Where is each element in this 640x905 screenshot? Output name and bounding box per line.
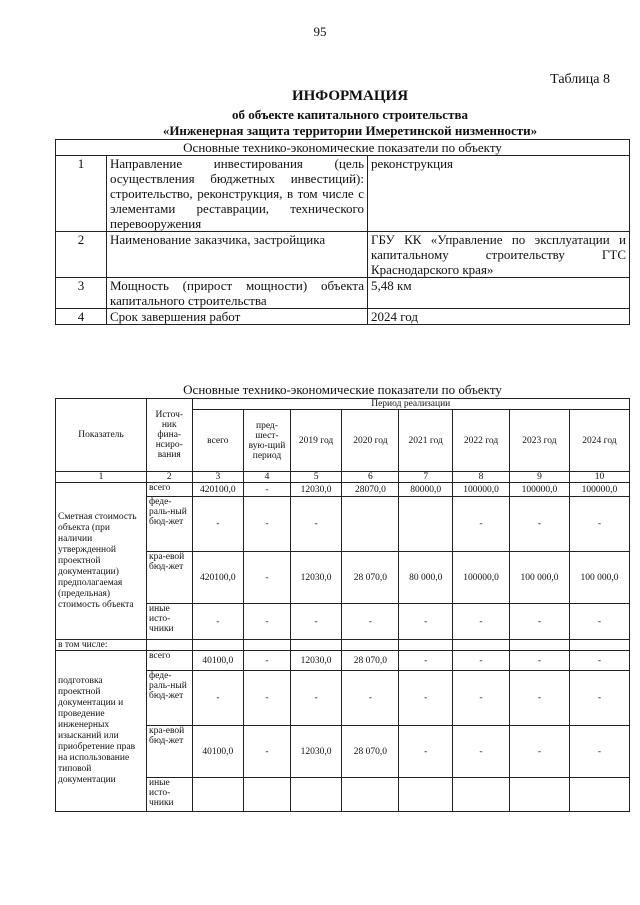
empty-cell	[342, 640, 399, 651]
value-cell: 100000,0	[453, 483, 510, 497]
table-row	[56, 651, 630, 671]
column-number: 2	[147, 472, 193, 483]
row-value: 5,48 км	[368, 278, 630, 309]
funding-source: всего	[147, 483, 193, 497]
header-year: 2020 год	[342, 410, 399, 472]
funding-source: всего	[147, 651, 193, 671]
doc-title: ИНФОРМАЦИЯ	[291, 88, 409, 104]
value-cell: -	[569, 604, 629, 640]
value-cell: -	[509, 726, 569, 778]
value-cell: -	[244, 604, 291, 640]
value-cell: 28 070,0	[342, 726, 399, 778]
column-number: 1	[56, 472, 147, 483]
empty-cell	[399, 640, 453, 651]
value-cell: -	[569, 671, 629, 726]
empty-cell	[509, 640, 569, 651]
value-cell: -	[342, 671, 399, 726]
row-value: ГБУ КК «Управление по эксплуатации и капитальному строительству ГТС Краснодарского края»	[368, 232, 630, 278]
value-cell	[569, 778, 629, 812]
object-name: «Инженерная защита территории Имеретинской низменности»	[162, 123, 538, 138]
funding-source: иные исто-чники	[147, 778, 193, 812]
value-cell: -	[244, 497, 291, 552]
value-cell: 80 000,0	[399, 552, 453, 604]
value-cell: 100 000,0	[569, 552, 629, 604]
header-year: 2022 год	[453, 410, 510, 472]
value-cell	[453, 778, 510, 812]
value-cell: -	[509, 671, 569, 726]
column-number: 10	[569, 472, 629, 483]
value-cell	[399, 778, 453, 812]
value-cell: 12030,0	[290, 651, 342, 671]
value-cell: -	[290, 671, 342, 726]
value-cell: -	[453, 651, 510, 671]
header-period: Период реализации	[192, 399, 630, 410]
value-cell: 12030,0	[290, 483, 342, 497]
value-cell: 28 070,0	[342, 651, 399, 671]
value-cell: -	[192, 671, 244, 726]
value-cell: -	[192, 604, 244, 640]
row-label: Мощность (прирост мощности) объекта капитального строительства	[107, 278, 368, 309]
empty-cell	[244, 640, 291, 651]
header-year: 2023 год	[509, 410, 569, 472]
row-number: 1	[56, 156, 107, 232]
value-cell: 12030,0	[290, 552, 342, 604]
row-number: 3	[56, 278, 107, 309]
row-value: реконструкция	[368, 156, 630, 232]
indicator-label: подготовка проектной документации и проведение инженерных изысканий или приобретение прав на использование типовой документации	[56, 651, 147, 812]
value-cell: 100000,0	[509, 483, 569, 497]
value-cell: -	[569, 726, 629, 778]
value-cell: 100 000,0	[509, 552, 569, 604]
funding-source: иные исто-чники	[147, 604, 193, 640]
row-number: 2	[56, 232, 107, 278]
value-cell: 12030,0	[290, 726, 342, 778]
fin-table-caption: Основные технико-экономические показатели по объекту	[183, 382, 502, 397]
value-cell	[399, 497, 453, 552]
column-number: 9	[509, 472, 569, 483]
value-cell: -	[290, 497, 342, 552]
row-value: 2024 год	[368, 309, 630, 325]
value-cell: 40100,0	[192, 726, 244, 778]
column-number: 3	[192, 472, 244, 483]
table-row	[56, 483, 630, 497]
funding-source: кра-евой бюд-жет	[147, 726, 193, 778]
header-year: 2021 год	[399, 410, 453, 472]
value-cell	[342, 497, 399, 552]
row-number: 4	[56, 309, 107, 325]
value-cell: -	[569, 651, 629, 671]
value-cell: 420100,0	[192, 483, 244, 497]
column-number: 6	[342, 472, 399, 483]
value-cell: -	[453, 671, 510, 726]
value-cell: -	[244, 726, 291, 778]
value-cell: 80000,0	[399, 483, 453, 497]
column-numbers-row	[56, 472, 630, 483]
value-cell: -	[453, 604, 510, 640]
empty-cell	[290, 640, 342, 651]
value-cell: -	[290, 604, 342, 640]
empty-cell	[192, 640, 244, 651]
value-cell: 28 070,0	[342, 552, 399, 604]
table-row	[56, 232, 630, 278]
doc-subtitle: об объекте капитального строительства	[232, 107, 468, 122]
value-cell: -	[453, 726, 510, 778]
value-cell: -	[244, 552, 291, 604]
header-indicator: Показатель	[56, 399, 147, 472]
value-cell	[244, 778, 291, 812]
finance-table	[55, 398, 630, 812]
value-cell: -	[244, 671, 291, 726]
value-cell: -	[509, 604, 569, 640]
table-row	[56, 278, 630, 309]
funding-source: феде-раль-ный бюд-жет	[147, 671, 193, 726]
table-row	[56, 309, 630, 325]
table-row	[56, 640, 630, 651]
header-year: 2024 год	[569, 410, 629, 472]
value-cell: -	[399, 651, 453, 671]
value-cell: -	[399, 671, 453, 726]
value-cell: -	[399, 726, 453, 778]
column-number: 5	[290, 472, 342, 483]
column-number: 8	[453, 472, 510, 483]
funding-source: кра-евой бюд-жет	[147, 552, 193, 604]
empty-cell	[453, 640, 510, 651]
value-cell	[290, 778, 342, 812]
value-cell	[509, 778, 569, 812]
value-cell: 100000,0	[453, 552, 510, 604]
column-number: 4	[244, 472, 291, 483]
value-cell: 100000,0	[569, 483, 629, 497]
table-label: Таблица 8	[550, 72, 610, 87]
funding-source: феде-раль-ный бюд-жет	[147, 497, 193, 552]
value-cell	[342, 778, 399, 812]
header-total: всего	[192, 410, 244, 472]
info-table-header: Основные технико-экономические показатели по объекту	[56, 140, 630, 156]
indicator-label: Сметная стоимость объекта (при наличии утвержденной проектной документации) предполагаемая (предельная) стоимость объекта	[56, 483, 147, 640]
page-number: 95	[313, 24, 327, 39]
value-cell: -	[399, 604, 453, 640]
including-label: в том числе:	[56, 640, 147, 651]
header-prev-period: пред-шест-вую-щий период	[244, 410, 291, 472]
value-cell: -	[509, 651, 569, 671]
column-number: 7	[399, 472, 453, 483]
row-label: Наименование заказчика, застройщика	[107, 232, 368, 278]
value-cell: 420100,0	[192, 552, 244, 604]
table-row	[56, 156, 630, 232]
empty-cell	[569, 640, 629, 651]
value-cell: 28070,0	[342, 483, 399, 497]
value-cell: -	[569, 497, 629, 552]
value-cell	[192, 778, 244, 812]
header-year: 2019 год	[290, 410, 342, 472]
info-table	[55, 139, 630, 325]
value-cell: -	[453, 497, 510, 552]
value-cell: -	[244, 651, 291, 671]
header-source: Источ-ник фина-нсиро-вания	[147, 399, 193, 472]
row-label: Направление инвестирования (цель осуществления бюджетных инвестиций): строительство, реконструкция, в том числе с элементами реставрации, технического перевооружения	[107, 156, 368, 232]
value-cell: -	[509, 497, 569, 552]
value-cell: -	[192, 497, 244, 552]
empty-cell	[147, 640, 193, 651]
value-cell: -	[342, 604, 399, 640]
row-label: Срок завершения работ	[107, 309, 368, 325]
value-cell: -	[244, 483, 291, 497]
value-cell: 40100,0	[192, 651, 244, 671]
